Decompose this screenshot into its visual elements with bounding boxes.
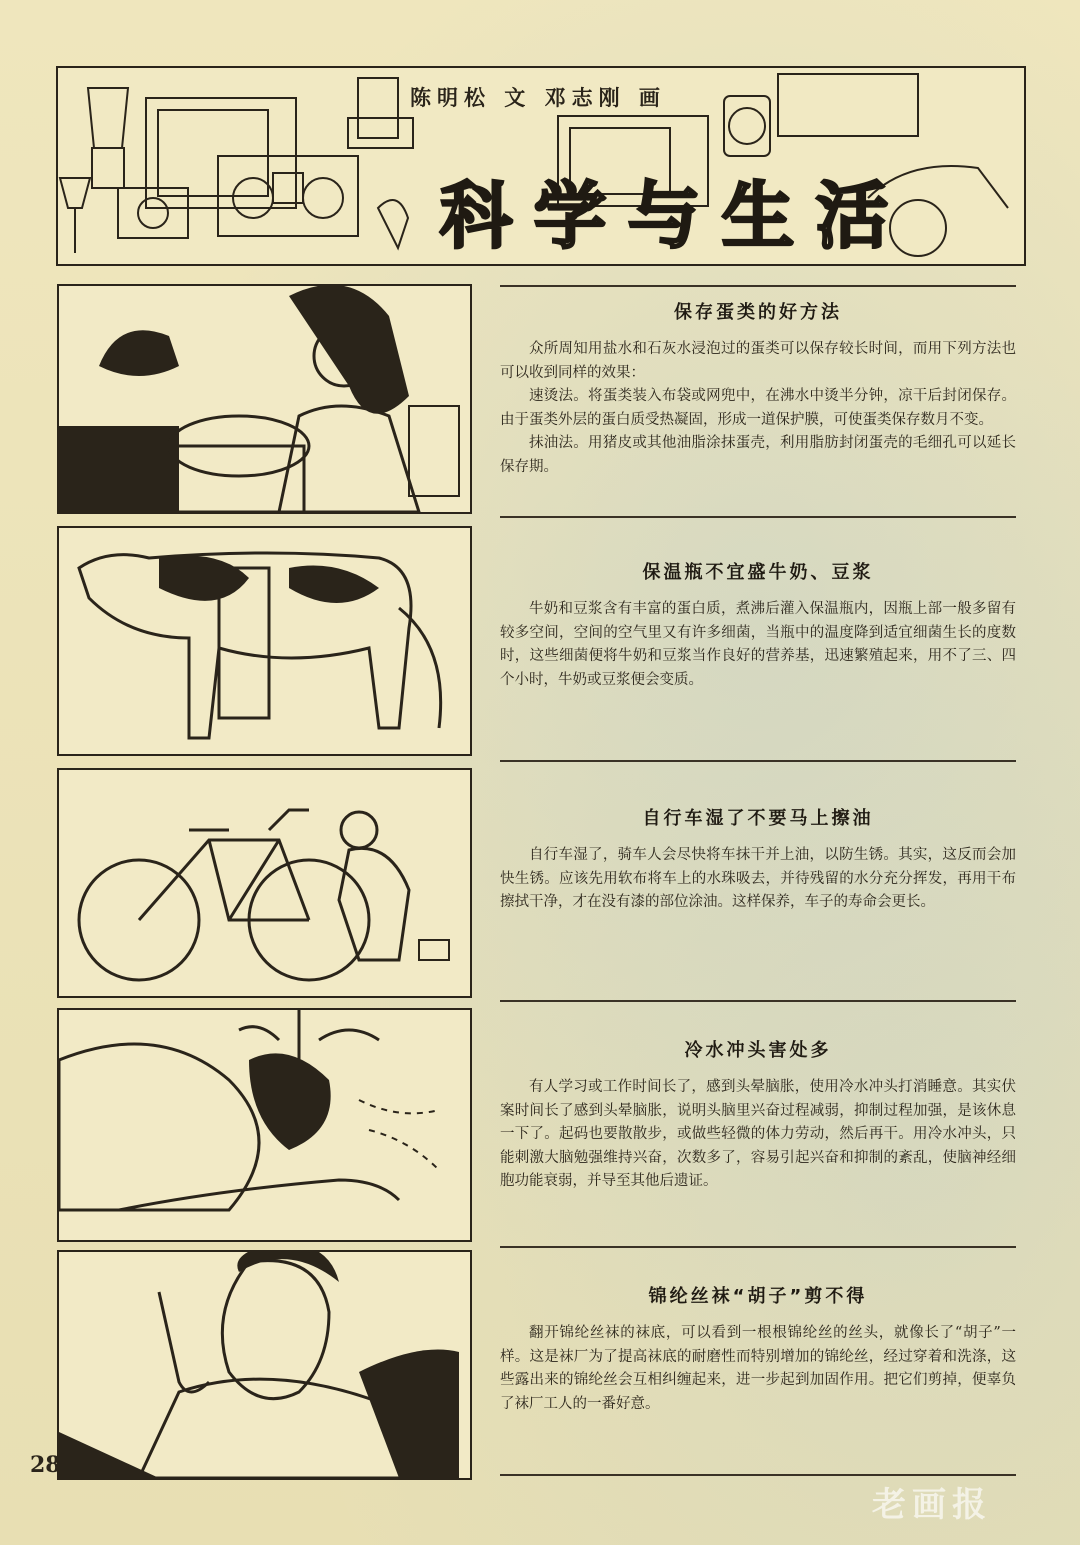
article-title: 锦纶丝袜“胡子”剪不得	[648, 1286, 868, 1307]
article-paragraph: 牛奶和豆浆含有丰富的蛋白质，煮沸后灌入保温瓶内，因瓶上部一般多留有较多空间，空间的空气里又有许多细菌，当瓶中的温度降到适宜细菌生长的度数时，这些细菌便将牛奶和豆浆当作良好的营养基，迅速繁殖起来，用不了三、四个小时，牛奶或豆浆便会变质。	[500, 601, 1016, 688]
divider	[500, 1474, 1016, 1476]
cold-water-drawing	[59, 1010, 470, 1240]
cow-drawing	[59, 528, 470, 754]
column-title: 科学与生活	[440, 174, 911, 258]
page-number: 28	[30, 1452, 61, 1478]
divider	[500, 1000, 1016, 1002]
article-title: 自行车湿了不要马上擦油	[642, 808, 874, 829]
watermark: 老画报	[872, 1485, 992, 1525]
article-title: 保温瓶不宜盛牛奶、豆浆	[642, 562, 874, 583]
article-paragraph: 抹油法。用猪皮或其他油脂涂抹蛋壳，利用脂肪封闭蛋壳的毛细孔可以延长保存期。	[500, 435, 1016, 475]
article-thermos	[500, 558, 1016, 692]
article-bicycle	[500, 804, 1016, 915]
stockings-drawing	[59, 1252, 470, 1478]
illustration-cold-water	[57, 1008, 472, 1242]
divider	[500, 285, 1016, 287]
article-paragraph: 自行车湿了，骑车人会尽快将车抹干并上油，以防生锈。其实，这反而会加快生锈。应该先用软布将车上的水珠吸去，并待残留的水分充分挥发，再用干布擦拭干净，才在没有漆的部位涂油。这样保养，车子的寿命会更长。	[500, 847, 1016, 910]
article-paragraph: 众所周知用盐水和石灰水浸泡过的蛋类可以保存较长时间，而用下列方法也可以收到同样的效果：	[500, 341, 1016, 381]
article-paragraph: 速烫法。将蛋类装入布袋或网兜中，在沸水中烫半分钟，凉干后封闭保存。由于蛋类外层的蛋白质受热凝固，形成一道保护膜，可使蛋类保存数月不变。	[500, 388, 1016, 428]
article-paragraph: 有人学习或工作时间长了，感到头晕脑胀，使用冷水冲头打消睡意。其实伏案时间长了感到头晕脑胀，说明头脑里兴奋过程减弱，抑制过程加强，是该休息一下了。起码也要散散步，或做些轻微的体力劳动，然后再干。用冷水冲头，只能刺激大脑勉强维持兴奋，次数多了，容易引起兴奋和抑制的紊乱，使脑神经细胞功能衰弱，并导至其他后遗证。	[500, 1079, 1016, 1189]
article-egg-storage	[500, 298, 1016, 479]
divider	[500, 516, 1016, 518]
illustration-eggs	[57, 284, 472, 514]
bicycle-drawing	[59, 770, 470, 996]
divider	[500, 760, 1016, 762]
article-stockings	[500, 1282, 1016, 1416]
header-banner	[56, 66, 1026, 266]
author-credits: 陈明松 文 邓志刚 画	[410, 86, 666, 110]
illustration-cow	[57, 526, 472, 756]
article-title: 保存蛋类的好方法	[674, 302, 842, 323]
article-title: 冷水冲头害处多	[684, 1040, 832, 1061]
article-paragraph: 翻开锦纶丝袜的袜底，可以看到一根根锦纶丝的丝头，就像长了“胡子”一样。这是袜厂为了提高袜底的耐磨性而特别增加的锦纶丝，经过穿着和洗涤，这些露出来的锦纶丝会互相纠缠起来，进一步起到加固作用。把它们剪掉，便辜负了袜厂工人的一番好意。	[500, 1325, 1016, 1412]
divider	[500, 1246, 1016, 1248]
illustration-bicycle	[57, 768, 472, 998]
eggs-drawing	[59, 286, 470, 512]
illustration-stockings	[57, 1250, 472, 1480]
article-cold-water	[500, 1036, 1016, 1194]
